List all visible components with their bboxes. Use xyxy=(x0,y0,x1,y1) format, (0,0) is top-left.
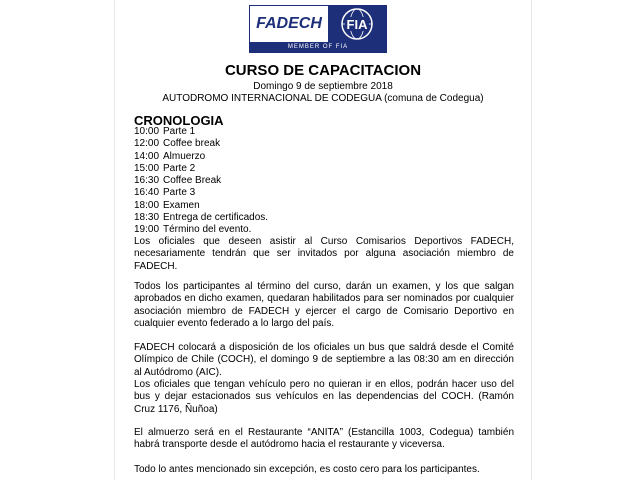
paragraph-examen: Todos los participantes al término del curso, darán un examen, y los que salgan aprobados en dicho examen, quedaran habilitados para ser nominados por cualquier asociación miembro de FADECH y ejercer el cargo de Comisario Deportivo en cualquier evento federado a lo largo del país. xyxy=(134,281,514,329)
schedule-time: 16:40 xyxy=(134,187,160,199)
schedule-event: Almuerzo xyxy=(163,150,206,162)
schedule-time: 18:30 xyxy=(134,212,160,224)
logo-band xyxy=(250,6,386,42)
schedule-row xyxy=(134,138,268,150)
schedule-row xyxy=(134,163,268,175)
paragraph-vehiculos: Los oficiales que tengan vehículo pero no quieran ir en ellos, podrán hacer uso del bus y dejar estacionados sus vehículos en las dependencias del COCH. (Ramón Cruz 1176, Ñuñoa) xyxy=(134,379,514,415)
fia-emblem xyxy=(328,6,386,42)
schedule-row xyxy=(134,151,268,163)
schedule-list xyxy=(134,126,268,237)
schedule-row xyxy=(134,126,268,138)
schedule-event: Coffee Break xyxy=(163,175,222,187)
logo-member-text: MEMBER OF FIA xyxy=(250,42,386,53)
schedule-row xyxy=(134,175,268,187)
schedule-event: Parte 1 xyxy=(163,126,196,137)
paragraph-almuerzo: El almuerzo será en el Restaurante “ANITA” (Estancilla 1003, Codegua) también habrá transporte desde el autódromo hacia el restaurante y viceversa. xyxy=(134,427,514,451)
page-title: CURSO DE CAPACITACION xyxy=(224,62,422,79)
fadech-fia-logo xyxy=(249,5,387,53)
event-venue: AUTODROMO INTERNACIONAL DE CODEGUA (comuna de Codegua) xyxy=(162,93,484,104)
schedule-event: Examen xyxy=(163,199,200,211)
logo-fadech-text: FADECH xyxy=(256,15,322,32)
schedule-row xyxy=(134,212,268,224)
schedule-row xyxy=(134,224,268,236)
schedule-event: Coffee break xyxy=(163,138,221,150)
cronologia-heading: CRONOLOGIA xyxy=(134,113,224,128)
schedule-row xyxy=(134,200,268,212)
logo-fia-text: FIA xyxy=(346,17,368,32)
event-date: Domingo 9 de septiembre 2018 xyxy=(253,81,393,92)
schedule-time: 19:00 xyxy=(134,224,160,236)
schedule-time: 16:30 xyxy=(134,175,160,187)
schedule-time: 10:00 xyxy=(134,126,160,137)
schedule-event: Entrega de certificados. xyxy=(163,212,269,224)
schedule-row xyxy=(134,187,268,199)
schedule-event: Parte 3 xyxy=(163,187,196,199)
schedule-time: 15:00 xyxy=(134,162,160,174)
paragraph-bus: FADECH colocará a disposición de los oficiales un bus que saldrá desde el Comité Olímpico de Chile (COCH), el domingo 9 de septiembre a las 08:30 am en dirección al Autódromo (AIC). xyxy=(134,342,514,378)
schedule-time: 12:00 xyxy=(134,138,160,150)
schedule-event: Término del evento. xyxy=(163,224,252,236)
paragraph-costo: Todo lo antes mencionado sin excepción, es costo cero para los participantes. xyxy=(134,464,480,475)
document-page xyxy=(114,0,532,480)
paragraph-invitation: Los oficiales que deseen asistir al Curso Comisarios Deportivos FADECH, necesariamente tendrán que ser invitados por alguna asociación miembro de FADECH. xyxy=(134,236,514,272)
schedule-time: 14:00 xyxy=(134,150,160,162)
schedule-event: Parte 2 xyxy=(163,162,196,174)
fia-globe-icon xyxy=(328,6,386,42)
schedule-time: 18:00 xyxy=(134,199,160,211)
